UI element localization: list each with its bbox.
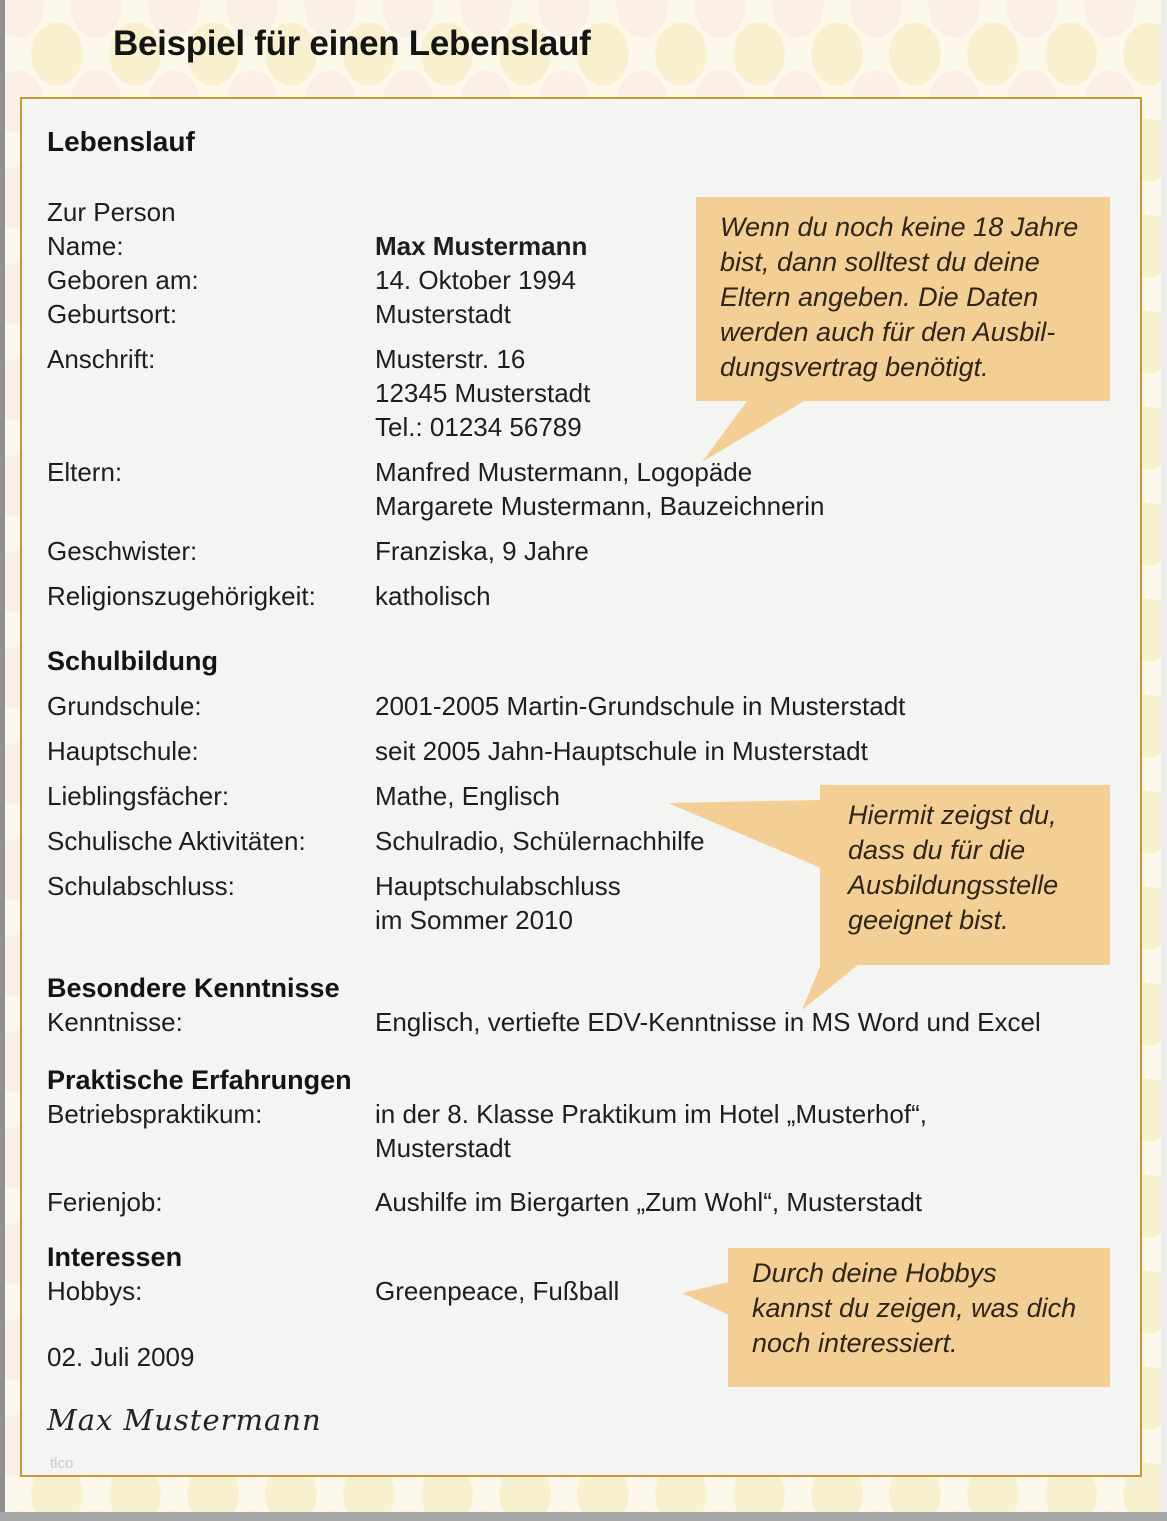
row-label: Schulabschluss: [47, 871, 235, 901]
value-line: Musterstr. 16 [375, 344, 526, 374]
value-line: 12345 Musterstadt [375, 378, 591, 408]
row-value: Max Mustermann [375, 231, 588, 261]
row-value [375, 1097, 1116, 1165]
interessen-heading: Interessen [47, 1242, 183, 1272]
row-value: Englisch, vertiefte EDV-Kenntnisse in MS Word und Excel [375, 1007, 1041, 1037]
callout-line: kannst du zeigen, was dich [752, 1293, 1077, 1323]
resume-row-grundschule [47, 689, 1116, 723]
scan-edge-left [0, 0, 5, 1521]
row-value: Schulradio, Schülernachhilfe [375, 826, 705, 856]
value-line: Musterstadt [375, 1133, 511, 1163]
row-label: Geburtsort: [47, 299, 178, 329]
row-label: Schulische Aktivitäten: [47, 826, 306, 856]
schulbildung-heading: Schulbildung [47, 646, 218, 676]
callout-line: Ausbildungsstelle [848, 870, 1059, 900]
resume-document-frame [20, 97, 1142, 1477]
row-value: Greenpeace, Fußball [375, 1276, 620, 1306]
callout-bubble-eltern-tip [696, 197, 1110, 401]
row-label: Religionszugehörigkeit: [47, 581, 316, 611]
row-label: Lieblingsfächer: [47, 781, 230, 811]
row-label: Kenntnisse: [47, 1007, 183, 1037]
callout-line: dass du für die [848, 835, 1026, 865]
callout-line: noch interessiert. [752, 1328, 958, 1358]
row-value: katholisch [375, 581, 491, 611]
signature: Max Mustermann [47, 1403, 322, 1437]
resume-row-kenntnisse [47, 1005, 1116, 1039]
callout-tail-icon [666, 797, 822, 871]
callout-bubble-eignung-tip [820, 785, 1110, 965]
row-label: Hobbys: [47, 1276, 143, 1306]
row-label: Geboren am: [47, 265, 199, 295]
resume-heading: Lebenslauf [47, 126, 195, 157]
row-value: Aushilfe im Biergarten „Zum Wohl“, Musterstadt [375, 1187, 923, 1217]
callout-tail-icon [680, 1276, 730, 1318]
row-label: Name: [47, 231, 124, 261]
value-line: Tel.: 01234 56789 [375, 412, 582, 442]
row-value: Musterstadt [375, 299, 511, 329]
resume-row-eltern [47, 455, 1116, 523]
value-line: in der 8. Klasse Praktikum im Hotel „Musterhof“, [375, 1099, 927, 1129]
callout-tail-icon [698, 400, 808, 464]
value-line: im Sommer 2010 [375, 905, 573, 935]
row-label: Grundschule: [47, 691, 202, 721]
value-line: Margarete Mustermann, Bauzeichnerin [375, 491, 825, 521]
callout-line: Wenn du noch keine 18 Jahre [720, 212, 1079, 242]
callout-tail-icon [798, 964, 862, 1012]
row-label: Hauptschule: [47, 736, 199, 766]
resume-row-ferienjob [47, 1185, 1116, 1219]
row-label: Geschwister: [47, 536, 198, 566]
row-label: Anschrift: [47, 344, 156, 374]
callout-line: Eltern angeben. Die Daten [720, 282, 1039, 312]
row-value: seit 2005 Jahn-Hauptschule in Musterstadt [375, 736, 868, 766]
scan-edge-right [1161, 0, 1167, 1521]
row-label: Eltern: [47, 457, 123, 487]
callout-line: werden auch für den Ausbil- [720, 317, 1056, 347]
watermark: tlco [50, 1455, 74, 1472]
row-label: Betriebspraktikum: [47, 1099, 263, 1129]
row-value: 14. Oktober 1994 [375, 265, 576, 295]
callout-line: Hiermit zeigst du, [848, 800, 1057, 830]
resume-row-betriebspraktikum [47, 1097, 1116, 1165]
callout-bubble-hobbys-tip [728, 1248, 1110, 1387]
value-line: Hauptschulabschluss [375, 871, 621, 901]
callout-line: geeignet bist. [848, 905, 1009, 935]
row-value: 2001-2005 Martin-Grundschule in Musterstadt [375, 691, 906, 721]
callout-line: bist, dann solltest du deine [720, 247, 1040, 277]
row-label: Ferienjob: [47, 1187, 163, 1217]
resume-row-hauptschule [47, 734, 1116, 768]
resume-row-religion [47, 579, 1116, 613]
person-section-intro: Zur Person [47, 197, 176, 227]
scan-edge-bottom [0, 1512, 1167, 1521]
callout-line: dungsvertrag benötigt. [720, 352, 989, 382]
row-value: Franziska, 9 Jahre [375, 536, 589, 566]
callout-line: Durch deine Hobbys [752, 1258, 997, 1288]
row-value [375, 455, 1116, 523]
value-line: Manfred Mustermann, Logopäde [375, 457, 753, 487]
row-value: Mathe, Englisch [375, 781, 560, 811]
erfahrungen-heading: Praktische Erfahrungen [47, 1065, 352, 1095]
page-title: Beispiel für einen Lebenslauf [113, 24, 591, 63]
resume-row-geschwister [47, 534, 1116, 568]
kenntnisse-heading: Besondere Kenntnisse [47, 973, 340, 1003]
resume-date: 02. Juli 2009 [47, 1342, 195, 1372]
